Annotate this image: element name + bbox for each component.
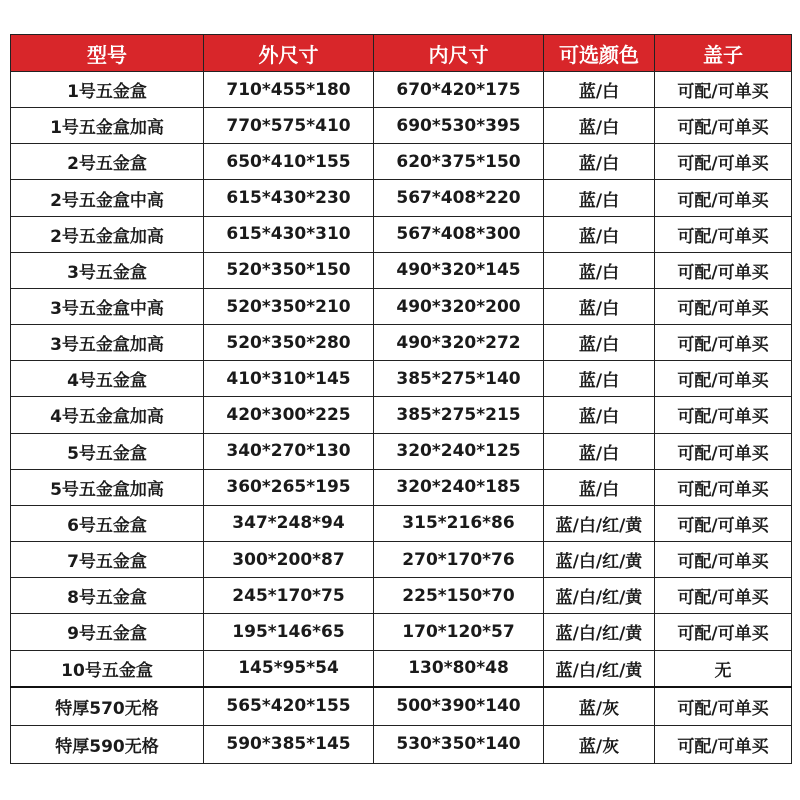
cell-inner-size: 670*420*175 <box>374 72 544 108</box>
cell-colors: 蓝/白/红/黄 <box>544 578 655 614</box>
cell-inner-size: 530*350*140 <box>374 725 544 763</box>
cell-model: 3号五金盒 <box>11 252 204 288</box>
cell-outer-size: 615*430*310 <box>204 216 374 252</box>
cell-model: 9号五金盒 <box>11 614 204 650</box>
header-lid: 盖子 <box>655 35 792 72</box>
cell-lid: 可配/可单买 <box>655 505 792 541</box>
cell-colors: 蓝/灰 <box>544 687 655 726</box>
cell-outer-size: 590*385*145 <box>204 725 374 763</box>
cell-colors: 蓝/白 <box>544 252 655 288</box>
cell-colors: 蓝/白 <box>544 469 655 505</box>
table-row <box>11 505 792 541</box>
cell-lid: 可配/可单买 <box>655 725 792 763</box>
cell-outer-size: 710*455*180 <box>204 72 374 108</box>
cell-lid: 可配/可单买 <box>655 433 792 469</box>
table-row <box>11 725 792 763</box>
cell-lid: 可配/可单买 <box>655 252 792 288</box>
header-colors: 可选颜色 <box>544 35 655 72</box>
cell-model: 7号五金盒 <box>11 542 204 578</box>
cell-model: 10号五金盒 <box>11 650 204 687</box>
cell-lid: 可配/可单买 <box>655 108 792 144</box>
table-row <box>11 216 792 252</box>
cell-colors: 蓝/白/红/黄 <box>544 650 655 687</box>
cell-inner-size: 270*170*76 <box>374 542 544 578</box>
cell-colors: 蓝/白 <box>544 288 655 324</box>
cell-lid: 可配/可单买 <box>655 72 792 108</box>
cell-inner-size: 567*408*300 <box>374 216 544 252</box>
cell-outer-size: 145*95*54 <box>204 650 374 687</box>
table-row <box>11 650 792 687</box>
cell-colors: 蓝/白 <box>544 144 655 180</box>
cell-outer-size: 770*575*410 <box>204 108 374 144</box>
cell-colors: 蓝/白 <box>544 325 655 361</box>
cell-lid: 可配/可单买 <box>655 542 792 578</box>
cell-colors: 蓝/白 <box>544 397 655 433</box>
cell-lid: 可配/可单买 <box>655 687 792 726</box>
spec-table <box>10 34 792 764</box>
table-row <box>11 108 792 144</box>
cell-model: 2号五金盒 <box>11 144 204 180</box>
cell-model: 4号五金盒加高 <box>11 397 204 433</box>
cell-inner-size: 690*530*395 <box>374 108 544 144</box>
cell-outer-size: 615*430*230 <box>204 180 374 216</box>
cell-inner-size: 315*216*86 <box>374 505 544 541</box>
cell-model: 特厚570无格 <box>11 687 204 726</box>
cell-inner-size: 170*120*57 <box>374 614 544 650</box>
cell-colors: 蓝/灰 <box>544 725 655 763</box>
cell-inner-size: 490*320*200 <box>374 288 544 324</box>
cell-colors: 蓝/白/红/黄 <box>544 614 655 650</box>
table-row <box>11 325 792 361</box>
table-row <box>11 361 792 397</box>
cell-inner-size: 130*80*48 <box>374 650 544 687</box>
cell-inner-size: 500*390*140 <box>374 687 544 726</box>
cell-lid: 无 <box>655 650 792 687</box>
cell-model: 3号五金盒加高 <box>11 325 204 361</box>
cell-lid: 可配/可单买 <box>655 361 792 397</box>
cell-outer-size: 300*200*87 <box>204 542 374 578</box>
cell-outer-size: 520*350*280 <box>204 325 374 361</box>
table-row <box>11 252 792 288</box>
table-row <box>11 144 792 180</box>
cell-model: 5号五金盒加高 <box>11 469 204 505</box>
cell-inner-size: 490*320*145 <box>374 252 544 288</box>
cell-outer-size: 410*310*145 <box>204 361 374 397</box>
cell-model: 特厚590无格 <box>11 725 204 763</box>
cell-colors: 蓝/白 <box>544 433 655 469</box>
table-row <box>11 578 792 614</box>
cell-lid: 可配/可单买 <box>655 614 792 650</box>
cell-outer-size: 340*270*130 <box>204 433 374 469</box>
table-row <box>11 687 792 726</box>
table-row <box>11 542 792 578</box>
cell-inner-size: 385*275*215 <box>374 397 544 433</box>
cell-outer-size: 245*170*75 <box>204 578 374 614</box>
cell-lid: 可配/可单买 <box>655 288 792 324</box>
cell-inner-size: 490*320*272 <box>374 325 544 361</box>
cell-inner-size: 620*375*150 <box>374 144 544 180</box>
cell-outer-size: 650*410*155 <box>204 144 374 180</box>
header-model: 型号 <box>11 35 204 72</box>
cell-outer-size: 520*350*210 <box>204 288 374 324</box>
cell-colors: 蓝/白 <box>544 108 655 144</box>
cell-model: 1号五金盒加高 <box>11 108 204 144</box>
cell-inner-size: 225*150*70 <box>374 578 544 614</box>
cell-outer-size: 347*248*94 <box>204 505 374 541</box>
cell-model: 3号五金盒中高 <box>11 288 204 324</box>
cell-model: 6号五金盒 <box>11 505 204 541</box>
table-row <box>11 180 792 216</box>
cell-inner-size: 385*275*140 <box>374 361 544 397</box>
cell-lid: 可配/可单买 <box>655 144 792 180</box>
cell-outer-size: 360*265*195 <box>204 469 374 505</box>
cell-model: 4号五金盒 <box>11 361 204 397</box>
header-outer-size: 外尺寸 <box>204 35 374 72</box>
cell-model: 5号五金盒 <box>11 433 204 469</box>
cell-colors: 蓝/白/红/黄 <box>544 505 655 541</box>
cell-model: 2号五金盒中高 <box>11 180 204 216</box>
cell-lid: 可配/可单买 <box>655 180 792 216</box>
header-inner-size: 内尺寸 <box>374 35 544 72</box>
cell-colors: 蓝/白/红/黄 <box>544 542 655 578</box>
table-row <box>11 397 792 433</box>
table-row <box>11 469 792 505</box>
cell-outer-size: 520*350*150 <box>204 252 374 288</box>
cell-colors: 蓝/白 <box>544 180 655 216</box>
cell-lid: 可配/可单买 <box>655 469 792 505</box>
cell-colors: 蓝/白 <box>544 361 655 397</box>
table-row <box>11 288 792 324</box>
cell-colors: 蓝/白 <box>544 72 655 108</box>
table-row <box>11 614 792 650</box>
cell-lid: 可配/可单买 <box>655 216 792 252</box>
header-row <box>11 35 792 72</box>
cell-inner-size: 567*408*220 <box>374 180 544 216</box>
cell-model: 2号五金盒加高 <box>11 216 204 252</box>
cell-lid: 可配/可单买 <box>655 397 792 433</box>
table-row <box>11 72 792 108</box>
cell-inner-size: 320*240*125 <box>374 433 544 469</box>
cell-outer-size: 195*146*65 <box>204 614 374 650</box>
cell-model: 8号五金盒 <box>11 578 204 614</box>
cell-lid: 可配/可单买 <box>655 578 792 614</box>
table-row <box>11 433 792 469</box>
cell-outer-size: 565*420*155 <box>204 687 374 726</box>
cell-outer-size: 420*300*225 <box>204 397 374 433</box>
cell-model: 1号五金盒 <box>11 72 204 108</box>
cell-colors: 蓝/白 <box>544 216 655 252</box>
cell-lid: 可配/可单买 <box>655 325 792 361</box>
cell-inner-size: 320*240*185 <box>374 469 544 505</box>
